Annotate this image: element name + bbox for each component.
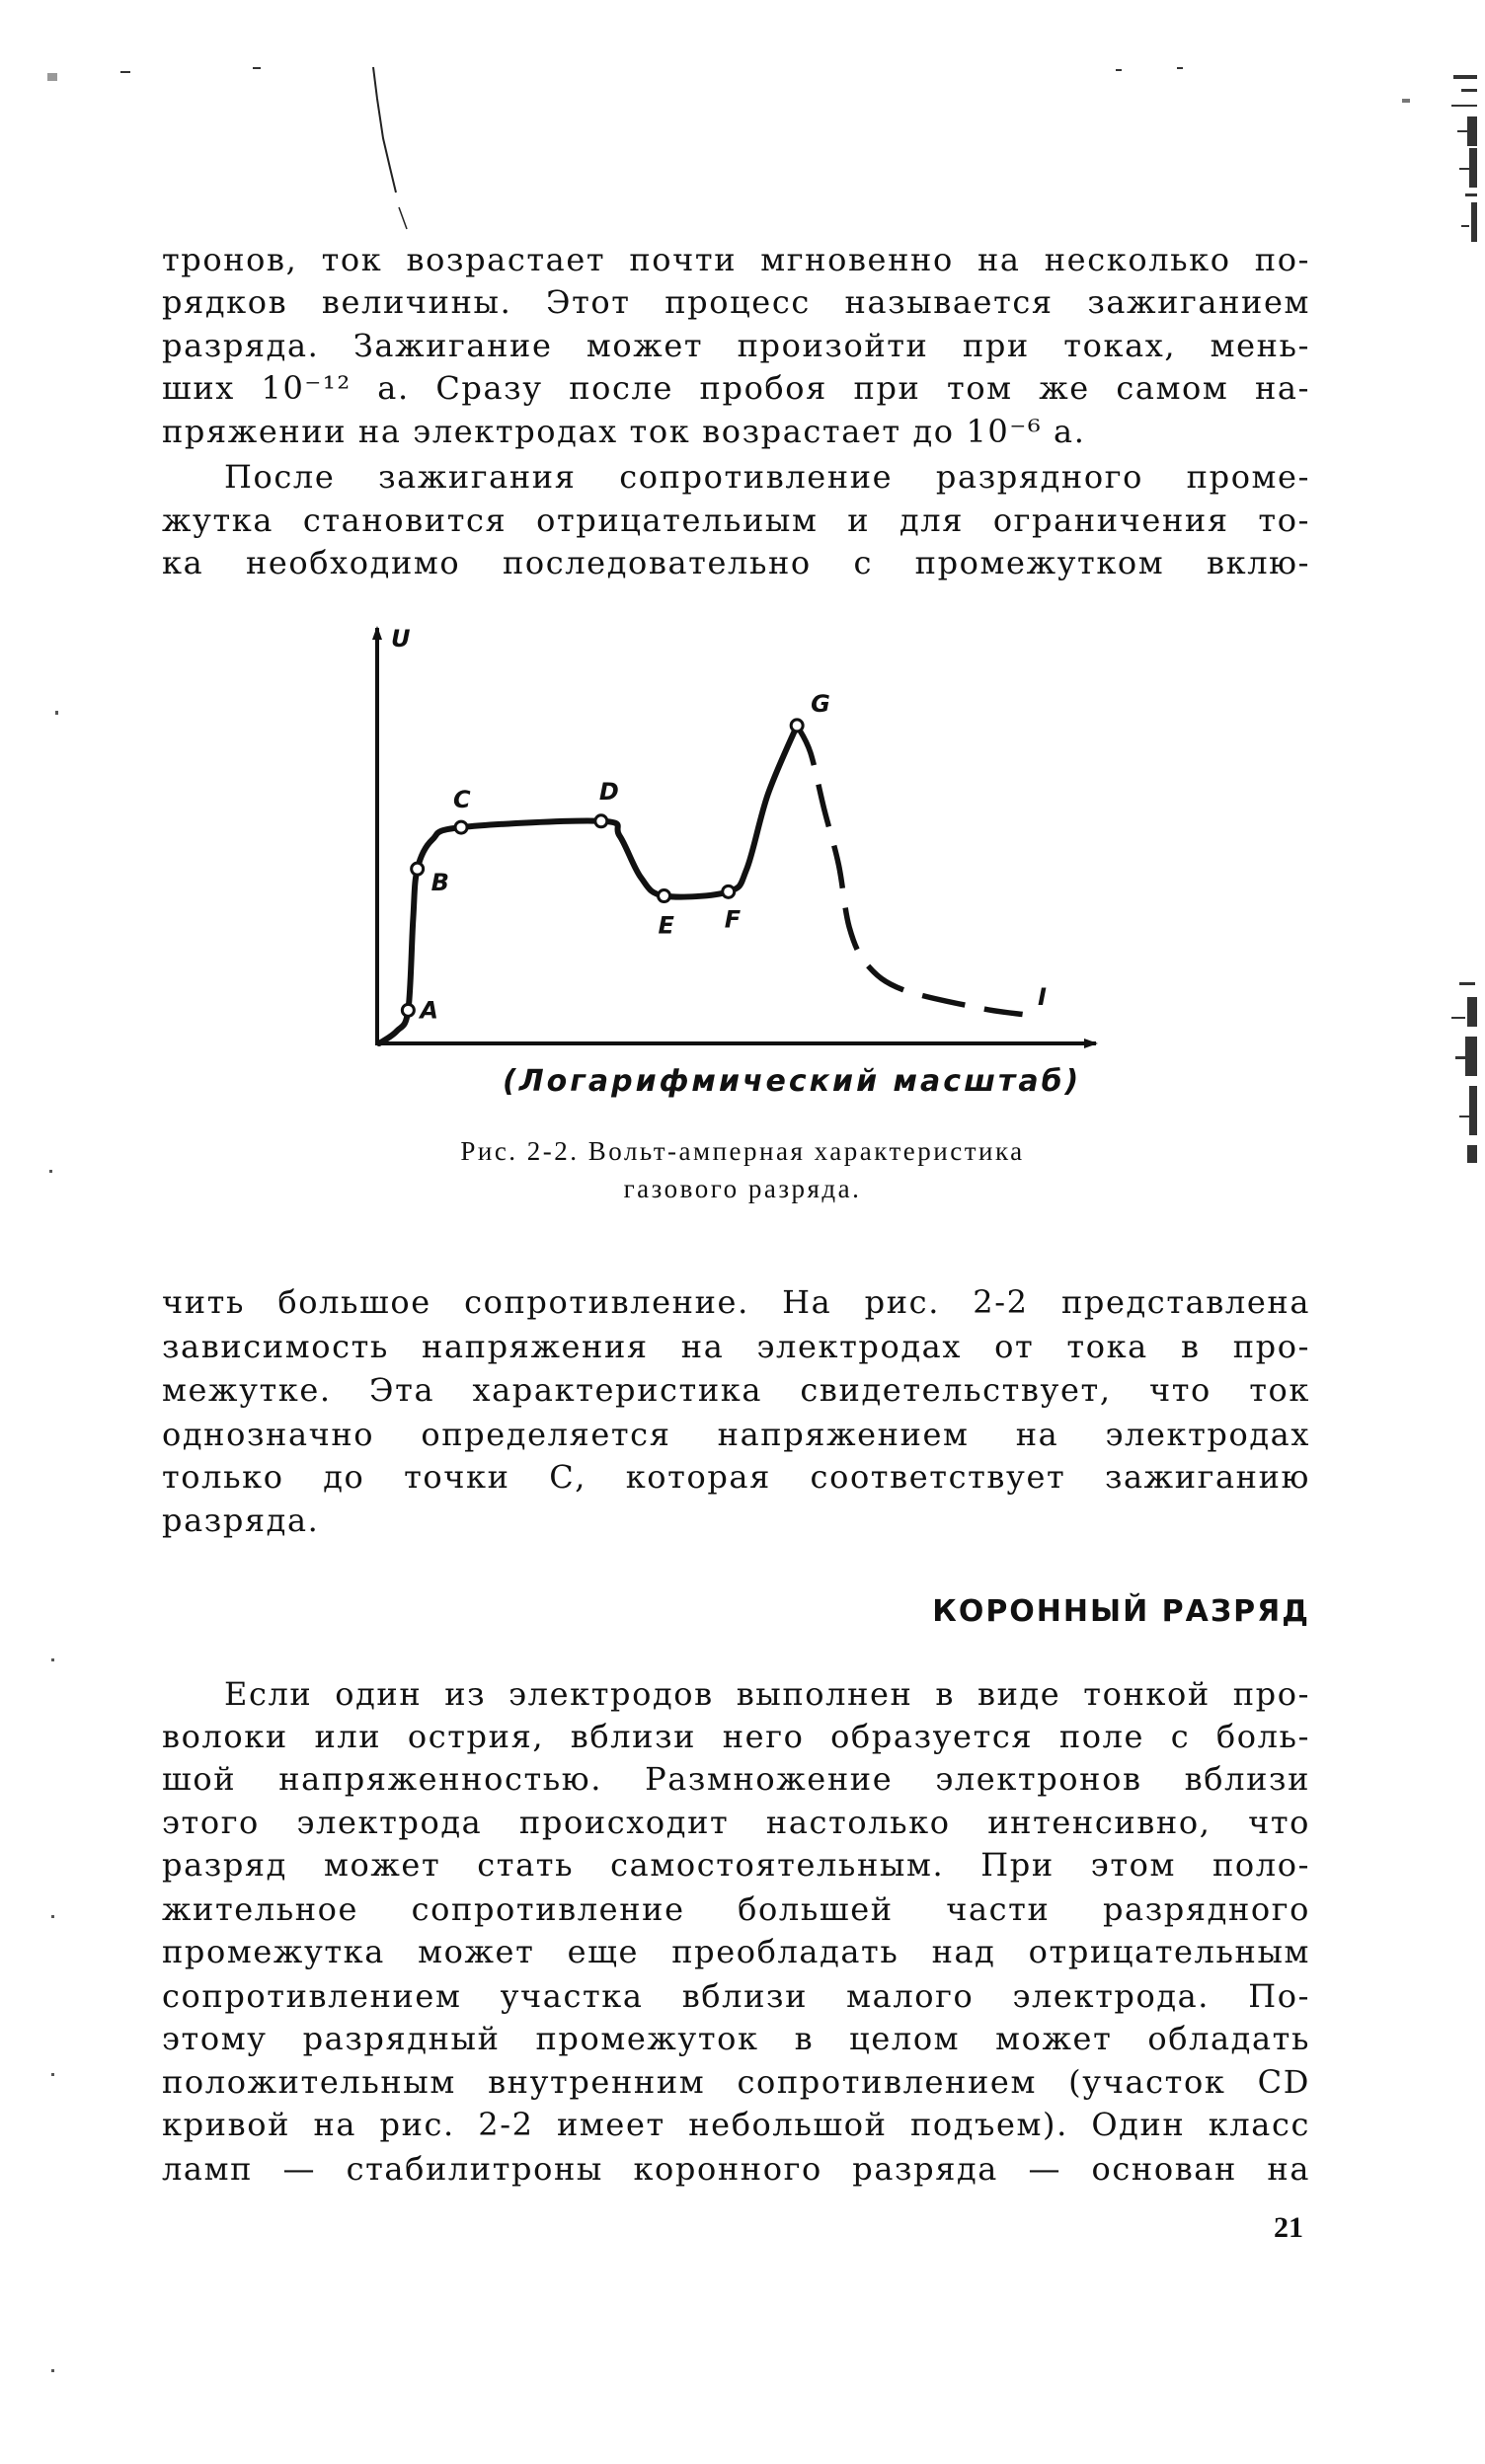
curve-point-b <box>412 863 424 875</box>
point-label-e: E <box>658 911 674 940</box>
curve-point-f <box>723 886 735 897</box>
stray-dot <box>51 2073 54 2076</box>
point-label-f: F <box>724 905 742 934</box>
text-line: ших 10⁻¹² а. Сразу после пробоя при том же самом на- <box>162 369 1310 407</box>
curve-point-a <box>402 1004 414 1016</box>
text-line: Если один из электродов выполнен в виде тонкой про- <box>224 1675 1310 1713</box>
figure-caption-line-2: газового разряда. <box>623 1174 862 1203</box>
curve-point-c <box>455 821 467 833</box>
section-heading: КОРОННЫЙ РАЗРЯД <box>932 1594 1310 1629</box>
text-line: ламп — стабилитроны коронного разряда — основан на <box>162 2150 1310 2188</box>
text-line: волоки или острия, вблизи него образуется поле с боль- <box>162 1718 1310 1755</box>
figure-caption-line-1: Рис. 2-2. Вольт-амперная характеристика <box>460 1136 1025 1166</box>
text-line: этому разрядный промежуток в целом может обладать <box>162 2020 1310 2057</box>
text-line: сопротивлением участка вблизи малого электрода. По- <box>162 1977 1310 2015</box>
text-line: положительным внутренним сопротивлением (участок CD <box>162 2063 1310 2101</box>
point-label-b: B <box>430 869 449 897</box>
curve-point-g <box>791 720 803 732</box>
point-label-i: I <box>1038 982 1047 1011</box>
volt-ampere-chart <box>0 0 1485 1224</box>
curve-point-d <box>595 815 607 827</box>
text-line: однозначно определяется напряжением на электродах <box>162 1416 1310 1453</box>
text-line: промежутка может еще преобладать над отрицательным <box>162 1933 1310 1970</box>
text-line: жительное сопротивление большей части разрядного <box>162 1890 1310 1928</box>
axis-scale-note: (Логарифмический масштаб) <box>503 1064 1082 1099</box>
text-line: разряда. Зажигание может произойти при токах, мень- <box>162 327 1310 364</box>
text-line: пряжении на электродах ток возрастает до 10⁻⁶ а. <box>162 413 1086 450</box>
text-line: ка необходимо последовательно с промежутком вклю- <box>162 544 1310 581</box>
text-line: шой напряженностью. Размножение электронов вблизи <box>162 1760 1310 1798</box>
text-line: После зажигания сопротивление разрядного проме- <box>224 458 1310 496</box>
text-line: чить большое сопротивление. На рис. 2-2 представлена <box>162 1283 1310 1321</box>
page-number: 21 <box>1274 2211 1303 2244</box>
text-line: разряд может стать самостоятельным. При этом поло- <box>162 1846 1310 1884</box>
curve-point-e <box>659 890 670 902</box>
text-line: рядков величины. Этот процесс называется зажиганием <box>162 283 1310 321</box>
y-axis-label: U <box>391 625 411 653</box>
point-label-a: A <box>420 996 438 1025</box>
text-line: разряда. <box>162 1502 320 1539</box>
text-line: этого электрода происходит настолько интенсивно, что <box>162 1804 1310 1841</box>
text-line: зависимость напряжения на электродах от тока в про- <box>162 1328 1310 1365</box>
point-label-c: C <box>453 786 471 814</box>
stray-dot <box>51 1658 54 1661</box>
point-label-g: G <box>811 689 830 718</box>
point-label-d: D <box>598 777 619 806</box>
text-line: тронов, ток возрастает почти мгновенно на несколько по- <box>162 241 1310 278</box>
text-line: кривой на рис. 2-2 имеет небольшой подъем). Один класс <box>162 2106 1310 2143</box>
stray-dot <box>51 2369 54 2372</box>
text-line: только до точки С, которая соответствует зажиганию <box>162 1458 1310 1496</box>
text-line: межутке. Эта характеристика свидетельствует, что ток <box>162 1371 1310 1409</box>
stray-dot <box>51 1915 54 1918</box>
dashed-curve <box>797 726 1022 1015</box>
text-line: жутка становится отрицательиым и для ограничения то- <box>162 501 1310 539</box>
curve-points <box>402 690 1047 1024</box>
